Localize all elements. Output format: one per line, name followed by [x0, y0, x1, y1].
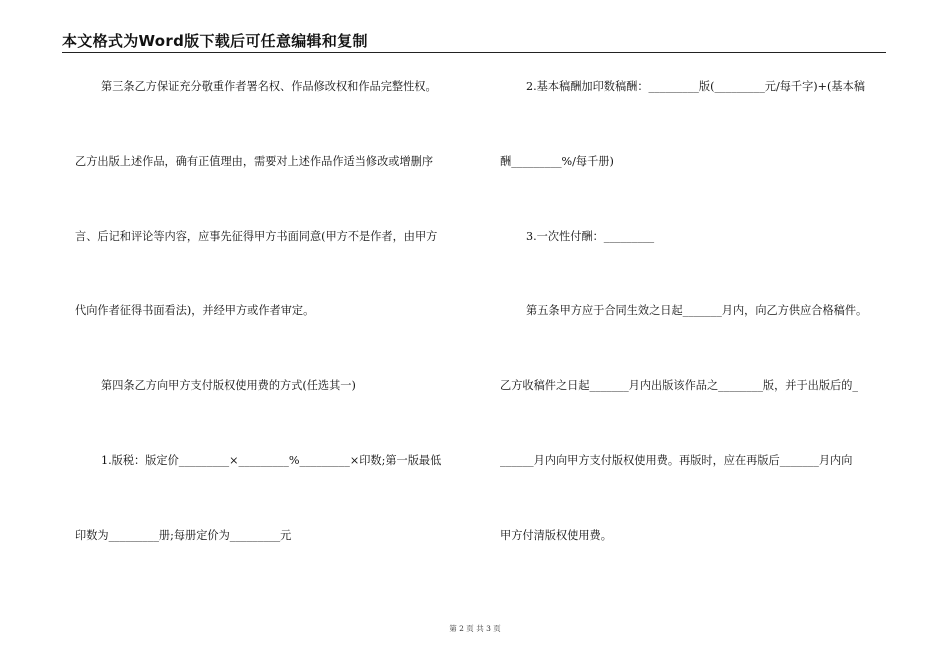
- right-line-1: 2.基本稿酬加印数稿酬：_________版(_________元/每千字)+(基本稿: [526, 80, 865, 93]
- document-header-title: 本文格式为Word版下载后可任意编辑和复制: [62, 32, 368, 50]
- right-line-4: 第五条甲方应于合同生效之日起_______月内，向乙方供应合格稿件。: [526, 304, 868, 317]
- right-line-5: 乙方收稿件之日起_______月内出版该作品之________版，并于出版后的_: [500, 379, 859, 392]
- left-line-6: 1.版税：版定价_________×_________%_________×印数;第一版最低: [101, 454, 442, 467]
- left-line-4: 代向作者征得书面看法)，并经甲方或作者审定。: [75, 304, 315, 317]
- page-number: 第 2 页 共 3 页: [449, 624, 501, 633]
- left-line-2: 乙方出版上述作品，确有正值理由，需要对上述作品作适当修改或增删序: [75, 155, 434, 168]
- right-line-7: 甲方付清版权使用费。: [500, 529, 612, 542]
- right-line-6: ______月内向甲方支付版权使用费。再版时，应在再版后_______月内向: [500, 454, 853, 467]
- left-line-3: 言、后记和评论等内容，应事先征得甲方书面同意(甲方不是作者，由甲方: [75, 230, 438, 243]
- header-divider: [62, 52, 886, 53]
- left-line-7: 印数为_________册;每册定价为_________元: [75, 529, 292, 542]
- left-line-1: 第三条乙方保证充分敬重作者署名权、作品修改权和作品完整性权。: [101, 80, 437, 93]
- right-line-3: 3.一次性付酬：_________: [526, 230, 655, 243]
- right-line-2: 酬_________%/每千册): [500, 155, 614, 168]
- left-line-5: 第四条乙方向甲方支付版权使用费的方式(任选其一): [101, 379, 356, 392]
